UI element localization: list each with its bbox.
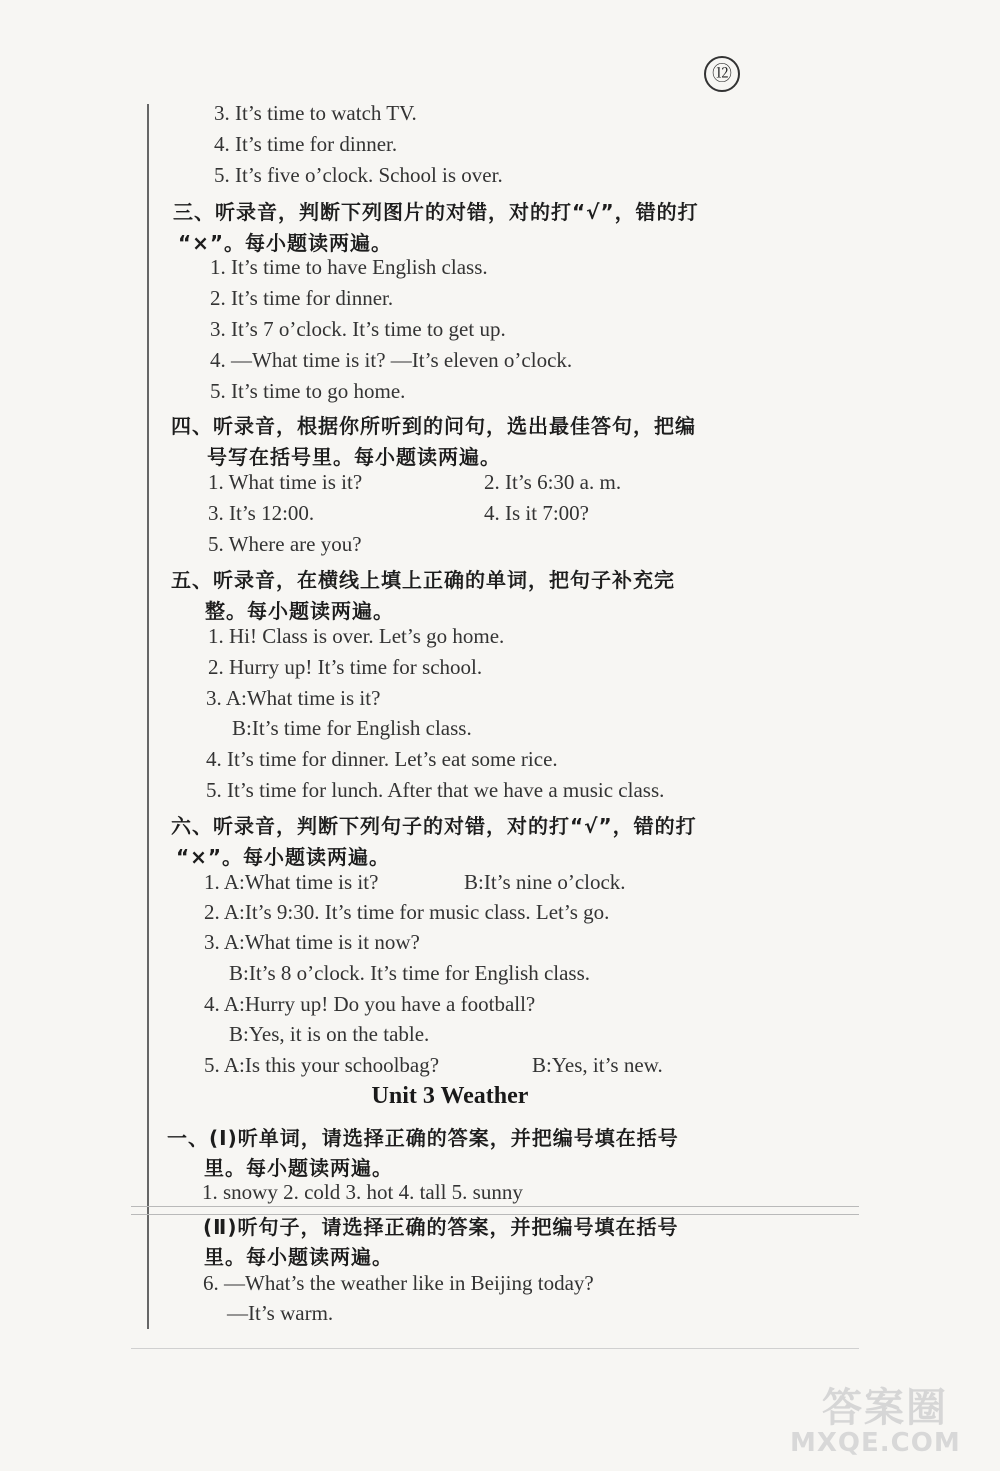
text-line: B:It’s nine o’clock. bbox=[464, 870, 626, 894]
section-heading: 一、(Ⅰ)听单词，请选择正确的答案，并把编号填在括号 bbox=[167, 1126, 679, 1150]
section-heading: 里。每小题读两遍。 bbox=[204, 1245, 393, 1269]
text-line: 3. A:What time is it now? bbox=[204, 930, 420, 954]
section-heading: (Ⅱ)听句子，请选择正确的答案，并把编号填在括号 bbox=[203, 1215, 679, 1239]
divider-rule bbox=[131, 1348, 859, 1349]
text-line: 1. What time is it? bbox=[208, 470, 363, 494]
text-line: B:Yes, it’s new. bbox=[532, 1053, 663, 1077]
section-heading: “×”。每小题读两遍。 bbox=[178, 231, 393, 255]
margin-line bbox=[147, 104, 149, 1329]
text-line: 6. —What’s the weather like in Beijing today? bbox=[203, 1271, 594, 1295]
watermark-logo: 答案圈 bbox=[822, 1385, 948, 1431]
text-line: —It’s warm. bbox=[227, 1301, 334, 1325]
text-line: 4. It’s time for dinner. Let’s eat some rice. bbox=[206, 747, 558, 771]
section-heading: 整。每小题读两遍。 bbox=[205, 599, 394, 623]
section-heading: “×”。每小题读两遍。 bbox=[176, 845, 391, 869]
section-heading: 四、听录音，根据你所听到的问句，选出最佳答句，把编 bbox=[171, 414, 696, 438]
page-number: ⑫ bbox=[704, 56, 740, 92]
unit-title: Unit 3 Weather bbox=[371, 1083, 529, 1109]
text-line: 5. It’s time for lunch. After that we have a music class. bbox=[206, 778, 665, 802]
watermark-url: MXQE.COM bbox=[790, 1428, 961, 1458]
section-heading: 里。每小题读两遍。 bbox=[204, 1156, 393, 1180]
section-heading: 六、听录音，判断下列句子的对错，对的打“√”，错的打 bbox=[171, 814, 697, 838]
divider-rule bbox=[131, 1206, 859, 1207]
text-line: B:It’s 8 o’clock. It’s time for English class. bbox=[229, 961, 591, 985]
text-line: 2. It’s time for dinner. bbox=[210, 286, 394, 310]
text-line: 1. It’s time to have English class. bbox=[210, 255, 488, 279]
text-line: 5. A:Is this your schoolbag? bbox=[204, 1053, 440, 1077]
text-line: 4. It’s time for dinner. bbox=[214, 132, 398, 156]
text-line: 4. Is it 7:00? bbox=[484, 501, 589, 525]
text-line: 4. —What time is it? —It’s eleven o’clock. bbox=[210, 348, 573, 372]
section-heading: 三、听录音，判断下列图片的对错，对的打“√”，错的打 bbox=[173, 200, 699, 224]
text-line: 3. A:What time is it? bbox=[206, 686, 381, 710]
text-line: 2. Hurry up! It’s time for school. bbox=[208, 655, 483, 679]
text-line: 3. It’s time to watch TV. bbox=[214, 101, 417, 125]
text-line: 1. A:What time is it? bbox=[204, 870, 379, 894]
text-line: 1. Hi! Class is over. Let’s go home. bbox=[208, 624, 505, 648]
text-line: 1. snowy 2. cold 3. hot 4. tall 5. sunny bbox=[202, 1180, 523, 1204]
section-heading: 五、听录音，在横线上填上正确的单词，把句子补充完 bbox=[171, 568, 675, 592]
text-line: 5. It’s five o’clock. School is over. bbox=[214, 163, 503, 187]
text-line: 4. A:Hurry up! Do you have a football? bbox=[204, 992, 536, 1016]
text-line: B:Yes, it is on the table. bbox=[229, 1022, 430, 1046]
text-line: 2. A:It’s 9:30. It’s time for music class. Let’s go. bbox=[204, 900, 610, 924]
text-line: 3. It’s 7 o’clock. It’s time to get up. bbox=[210, 317, 506, 341]
section-heading: 号写在括号里。每小题读两遍。 bbox=[207, 445, 501, 469]
text-line: 3. It’s 12:00. bbox=[208, 501, 315, 525]
text-line: 5. Where are you? bbox=[208, 532, 362, 556]
text-line: B:It’s time for English class. bbox=[232, 716, 472, 740]
text-line: 5. It’s time to go home. bbox=[210, 379, 406, 403]
text-line: 2. It’s 6:30 a. m. bbox=[484, 470, 622, 494]
